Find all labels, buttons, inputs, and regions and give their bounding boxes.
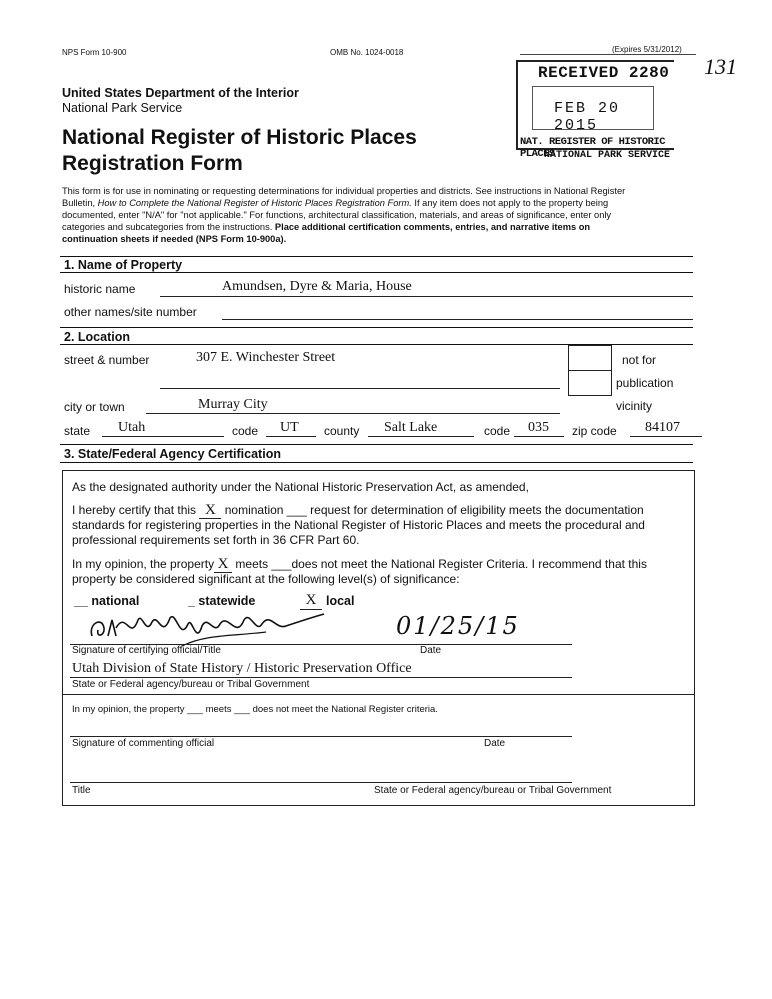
omb-number: OMB No. 1024-0018 — [330, 48, 404, 57]
state-underline — [102, 436, 224, 437]
instructions — [62, 185, 697, 245]
county-label: county — [324, 424, 360, 438]
bulletin-title: How to Complete the National Register of Historic Places Registration Form. — [97, 198, 412, 208]
nomination-mark[interactable]: X — [199, 503, 221, 519]
county-code-label: code — [484, 424, 511, 438]
instructions-line5 — [62, 233, 697, 245]
instructions-line1: This form is for use in nominating or requesting determinations for individual properties and districts. See instructions in National Register — [62, 186, 626, 196]
city-value[interactable]: Murray City — [198, 397, 268, 412]
service: National Park Service — [62, 101, 183, 115]
not-for-label: not for — [622, 353, 657, 367]
form-title-line1: National Register of Historic Places — [62, 126, 417, 149]
certify-prefix: I hereby certify that this — [72, 503, 197, 517]
instructions-line2 — [62, 197, 697, 209]
level-local-mark[interactable]: X — [300, 592, 322, 610]
street-value[interactable]: 307 E. Winchester Street — [196, 350, 336, 365]
historic-name-underline — [160, 296, 693, 297]
state-label: state — [64, 424, 91, 438]
opinion-suffix: meets ___does not meet the National Register Criteria. I recommend that this — [235, 557, 647, 571]
state-code-value[interactable]: UT — [280, 420, 299, 435]
street-underline — [160, 388, 560, 389]
instructions-line2-b: If any item does not apply to the property being — [411, 198, 609, 208]
street-label: street & number — [64, 353, 150, 367]
state-code-underline — [266, 436, 316, 437]
state-code-label: code — [232, 424, 259, 438]
certify-line2: standards for registering properties in the National Register of Historic Places and meets the procedural and — [72, 518, 645, 532]
agency-line — [70, 677, 572, 678]
title-label: Title — [72, 785, 91, 796]
historic-name-value[interactable]: Amundsen, Dyre & Maria, House — [222, 279, 412, 294]
not-for-publication-checkbox[interactable] — [568, 345, 612, 371]
instructions-line4-a: categories and subcategories from the instructions. — [62, 222, 275, 232]
county-value[interactable]: Salt Lake — [384, 420, 438, 435]
zip-value[interactable]: 84107 — [645, 420, 680, 435]
city-underline — [146, 413, 560, 414]
vicinity-checkbox[interactable] — [568, 370, 612, 396]
publication-label: publication — [616, 376, 674, 390]
expires-text: (Expires 5/31/2012) — [612, 45, 682, 54]
instructions-line4-bold: Place additional certification comments, entries, and narrative items on — [274, 222, 591, 232]
level-local[interactable]: local — [326, 594, 355, 608]
signature-label: Signature of certifying official/Title — [72, 645, 221, 656]
expires-rule — [520, 54, 696, 55]
instructions-line5-bold: continuation sheets if needed (NPS Form 10-900a). — [62, 234, 287, 244]
opinion-prefix: In my opinion, the property — [72, 557, 215, 571]
stamp-date: FEB 20 2015 — [554, 100, 621, 134]
other-names-label: other names/site number — [64, 305, 197, 319]
historic-name-label: historic name — [64, 282, 136, 296]
stamp-service: NATIONAL PARK SERVICE — [544, 150, 671, 161]
form-number: NPS Form 10-900 — [62, 48, 127, 57]
zip-label: zip code — [572, 424, 617, 438]
city-label: city or town — [64, 400, 125, 414]
instructions-line2-a: Bulletin, — [62, 198, 98, 208]
zip-underline — [630, 436, 702, 437]
commenting-signature-label: Signature of commenting official — [72, 738, 215, 749]
certify-line1 — [72, 503, 644, 519]
instructions-line3: documented, enter "N/A" for "not applicable." For functions, architectural classification, materials, and areas of significance, enter only — [62, 210, 612, 220]
level-national[interactable]: __ national — [74, 594, 140, 608]
section3-title-rule — [60, 462, 693, 463]
commenting-signature-line — [70, 736, 572, 737]
section2-top-rule — [60, 327, 693, 328]
stamp-register: NAT. REGISTER OF HISTORIC PLACES — [520, 136, 666, 160]
county-code-underline — [514, 436, 564, 437]
meets-mark[interactable]: X — [214, 557, 232, 573]
section3-title: 3. State/Federal Agency Certification — [64, 447, 281, 461]
section3-top-rule — [60, 444, 693, 445]
received-stamp — [514, 60, 674, 170]
certify-suffix: nomination ___ request for determination of eligibility meets the documentation — [224, 503, 644, 517]
commenting-opinion: In my opinion, the property ___ meets ___ does not meet the National Register criteria. — [72, 704, 438, 715]
section1-title-rule — [60, 272, 693, 273]
agency-label-2: State or Federal agency/bureau or Tribal Government — [374, 785, 612, 796]
stamp-received: RECEIVED 2280 — [538, 64, 670, 82]
other-names-underline — [222, 319, 693, 320]
department: United States Department of the Interior — [62, 86, 299, 100]
section1-top-rule — [60, 256, 693, 257]
agency-value[interactable]: Utah Division of State History / Historic Preservation Office — [72, 661, 412, 676]
title-line — [70, 782, 572, 783]
county-underline — [368, 436, 474, 437]
county-code-value[interactable]: 035 — [528, 420, 549, 435]
commenting-date-label: Date — [484, 738, 506, 749]
level-statewide[interactable]: _ statewide — [188, 594, 256, 608]
vicinity-label: vicinity — [616, 399, 653, 413]
commenting-divider — [62, 694, 695, 695]
opinion-line1 — [72, 557, 647, 573]
section2-title: 2. Location — [64, 330, 130, 344]
signature-date: 01/25/15 — [396, 612, 520, 640]
state-value[interactable]: Utah — [118, 420, 146, 435]
handwritten-number: 131 — [704, 54, 737, 79]
section1-title: 1. Name of Property — [64, 258, 183, 272]
agency-label: State or Federal agency/bureau or Tribal Government — [72, 679, 310, 690]
opinion-line2: property be considered significant at the following level(s) of significance: — [72, 572, 460, 586]
signature-date-label: Date — [420, 645, 442, 656]
authority-statement: As the designated authority under the National Historic Preservation Act, as amended, — [72, 480, 529, 494]
certify-line3: professional requirements set forth in 36 CFR Part 60. — [72, 533, 360, 547]
form-title-line2: Registration Form — [62, 152, 243, 175]
instructions-line4 — [62, 221, 697, 233]
